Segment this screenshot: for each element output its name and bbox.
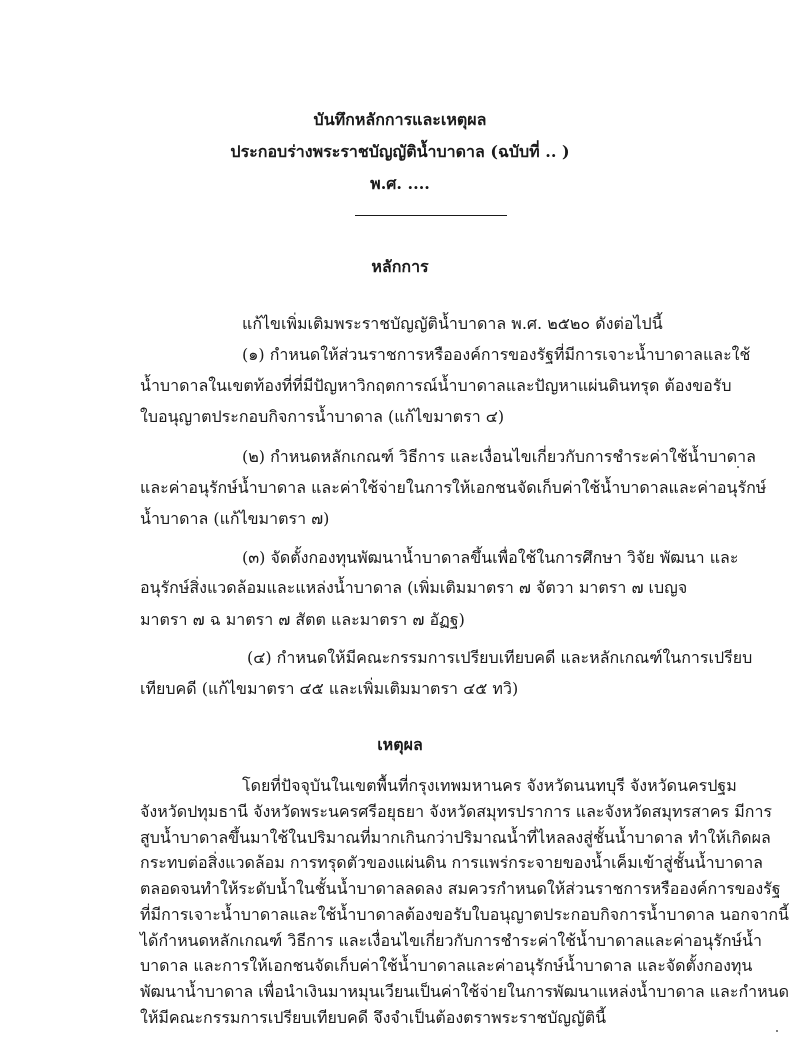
header-divider — [355, 215, 507, 216]
document-year: พ.ศ. .... — [370, 174, 430, 193]
principles-item-2-line-1: (๒) กำหนดหลักเกณฑ์ วิธีการ และเงื่อนไขเกี่ยวกับการชำระค่าใช้น้ำบาดาล — [242, 447, 756, 466]
scan-speck — [776, 1030, 778, 1032]
reasons-line-4: กระทบต่อสิ่งแวดล้อม การทรุดตัวของแผ่นดิน การแพร่กระจายของน้ำเค็มเข้าสู่ชั้นน้ำบาดาล — [140, 853, 763, 872]
reasons-line-2: จังหวัดปทุมธานี จังหวัดพระนครศรีอยุธยา จังหวัดสมุทรปราการ และจังหวัดสมุทรสาคร มีการ — [140, 802, 773, 821]
principles-item-2-line-3: น้ำบาดาล (แก้ไขมาตรา ๗) — [140, 509, 330, 528]
principles-item-4-line-1: (๔) กำหนดให้มีคณะกรรมการเปรียบเทียบคดี และหลักเกณฑ์ในการเปรียบ — [247, 648, 753, 667]
scan-speck — [737, 466, 739, 468]
reasons-line-10: ให้มีคณะกรรมการเปรียบเทียบคดี จึงจำเป็นต้องตราพระราชบัญญัตินี้ — [140, 1008, 607, 1027]
principles-item-3-line-1: (๓) จัดตั้งกองทุนพัฒนาน้ำบาดาลขึ้นเพื่อใช้ในการศึกษา วิจัย พัฒนา และ — [242, 548, 739, 567]
reasons-line-9: พัฒนาน้ำบาดาล เพื่อนำเงินมาหมุนเวียนเป็นค่าใช้จ่ายในการพัฒนาแหล่งน้ำบาดาล และกำหนด — [140, 982, 789, 1001]
reasons-line-3: สูบน้ำบาดาลขึ้นมาใช้ในปริมาณที่มากเกินกว่าปริมาณน้ำที่ไหลลงสู่ชั้นน้ำบาดาล ทำให้เกิดผล — [140, 828, 771, 847]
reasons-line-8: บาดาล และการให้เอกชนจัดเก็บค่าใช้น้ำบาดาลและค่าอนุรักษ์น้ำบาดาล และจัดตั้งกองทุน — [140, 956, 753, 975]
principles-item-1-line-3: ใบอนุญาตประกอบกิจการน้ำบาดาล (แก้ไขมาตรา ๔) — [140, 407, 505, 426]
reasons-heading: เหตุผล — [377, 735, 423, 754]
reasons-line-5: ตลอดจนทำให้ระดับน้ำในชั้นน้ำบาดาลลดลง สมควรกำหนดให้ส่วนราชการหรือองค์การของรัฐ — [140, 879, 781, 898]
principles-item-3-line-3: มาตรา ๗ ฉ มาตรา ๗ สัตต และมาตรา ๗ อัฏฐ) — [140, 610, 465, 629]
principles-item-1-line-1: (๑) กำหนดให้ส่วนราชการหรือองค์การของรัฐที่มีการเจาะน้ำบาดาลและใช้ — [242, 345, 751, 364]
principles-item-4-line-2: เทียบคดี (แก้ไขมาตรา ๔๕ และเพิ่มเติมมาตรา ๔๕ ทวิ) — [140, 679, 519, 698]
principles-item-2-line-2: และค่าอนุรักษ์น้ำบาดาล และค่าใช้จ่ายในการให้เอกชนจัดเก็บค่าใช้น้ำบาดาลและค่าอนุรักษ์ — [140, 478, 767, 497]
reasons-line-1: โดยที่ปัจจุบันในเขตพื้นที่กรุงเทพมหานคร จังหวัดนนทบุรี จังหวัดนครปฐม — [242, 776, 737, 795]
reasons-line-7: ได้กำหนดหลักเกณฑ์ วิธีการ และเงื่อนไขเกี่ยวกับการชำระค่าใช้น้ำบาดาลและค่าอนุรักษ์น้ำ — [140, 931, 762, 950]
reasons-line-6: ที่มีการเจาะน้ำบาดาลและใช้น้ำบาดาลต้องขอรับใบอนุญาตประกอบกิจการน้ำบาดาล นอกจากนี้ — [140, 905, 789, 924]
principles-intro: แก้ไขเพิ่มเติมพระราชบัญญัติน้ำบาดาล พ.ศ. ๒๕๒๐ ดังต่อไปนี้ — [242, 314, 663, 333]
document-title: บันทึกหลักการและเหตุผล — [313, 110, 487, 129]
document-subtitle: ประกอบร่างพระราชบัญญัติน้ำบาดาล (ฉบับที่ .. ) — [230, 142, 570, 161]
principles-item-3-line-2: อนุรักษ์สิ่งแวดล้อมและแหล่งน้ำบาดาล (เพิ่มเติมมาตรา ๗ จัตวา มาตรา ๗ เบญจ — [140, 578, 688, 597]
principles-item-1-line-2: น้ำบาดาลในเขตท้องที่ที่มีปัญหาวิกฤตการณ์น้ำบาดาลและปัญหาแผ่นดินทรุด ต้องขอรับ — [140, 376, 732, 395]
principles-heading: หลักการ — [371, 257, 429, 276]
